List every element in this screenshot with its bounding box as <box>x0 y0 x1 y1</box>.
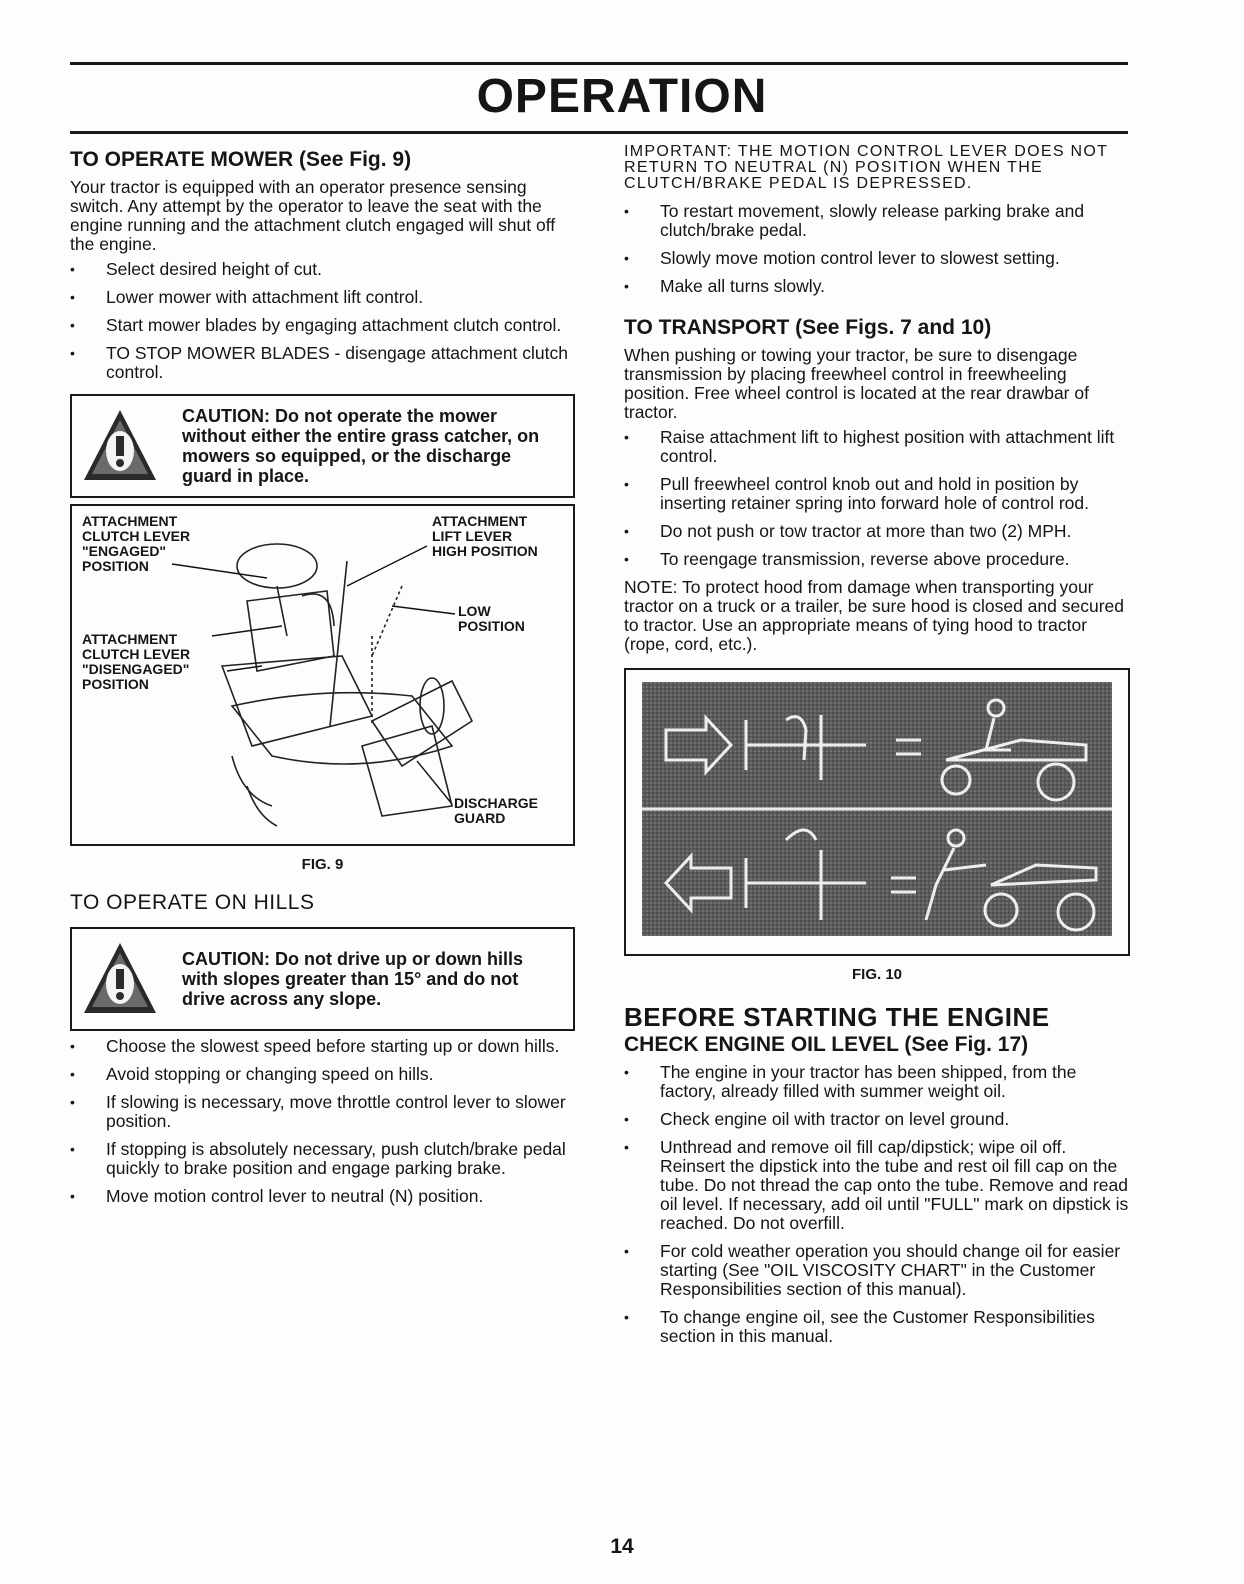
mower-intro: Your tractor is equipped with an operator presence sensing switch. Any attempt by the operator to leave the seat with the engine running and the attachment clutch engaged will shut off the engine. <box>70 177 556 254</box>
mower-caution-text: CAUTION: Do not operate the mower without either the entire grass catcher, on mowers so equipped, or the discharge guard in place. <box>182 406 540 486</box>
list-item: • Lower mower with attachment lift control. <box>70 288 575 307</box>
transport-note: NOTE: To protect hood from damage when transporting your tractor on a truck or a trailer, be sure hood is closed and secured to tractor. Use an appropriate means of tying hood to tractor (rope, cord, etc.). <box>624 577 1124 654</box>
title-rule <box>70 131 1128 134</box>
list-item: • TO STOP MOWER BLADES - disengage attachment clutch control. <box>70 344 575 382</box>
hills-bullets <box>70 1037 575 1206</box>
fig9-caption: FIG. 9 <box>301 856 344 873</box>
fig10-caption: FIG. 10 <box>851 966 903 983</box>
transport-intro: When pushing or towing your tractor, be sure to disengage transmission by placing freewheel control in freewheeling position. Free wheel control is located at the rear drawbar of tractor. <box>624 345 1089 422</box>
label-clutch-disengaged: ATTACHMENT CLUTCH LEVER "DISENGAGED" POSITION <box>82 631 191 692</box>
oil-level-subheading: CHECK ENGINE OIL LEVEL (See Fig. 17) <box>624 1033 1029 1056</box>
list-item: • Start mower blades by engaging attachment clutch control. <box>70 316 575 335</box>
page-title: OPERATION <box>476 70 768 123</box>
list-item: • Do not push or tow tractor at more than two (2) MPH. <box>624 522 1130 541</box>
important-notice: IMPORTANT: THE MOTION CONTROL LEVER DOES NOT RETURN TO NEUTRAL (N) POSITION WHEN THE CLUTCH/BRAKE PEDAL IS DEPRESSED. <box>624 143 1108 192</box>
label-low-position: LOW POSITION <box>458 603 525 634</box>
figure-9 <box>70 504 575 846</box>
warning-triangle-icon <box>80 939 160 1019</box>
list-item: • Slowly move motion control lever to slowest setting. <box>624 249 1130 268</box>
top-rule <box>70 62 1128 65</box>
list-item: • Avoid stopping or changing speed on hills. <box>70 1065 575 1084</box>
list-item: • To restart movement, slowly release parking brake and clutch/brake pedal. <box>624 202 1130 240</box>
hills-caution-text: CAUTION: Do not drive up or down hills with slopes greater than 15° and do not drive across any slope. <box>182 949 523 1009</box>
list-item: • If slowing is necessary, move throttle control lever to slower position. <box>70 1093 575 1131</box>
list-item: • The engine in your tractor has been shipped, from the factory, already filled with summer weight oil. <box>624 1063 1130 1101</box>
figure-10 <box>624 668 1130 956</box>
hills-caution-box <box>70 927 575 1031</box>
transport-bullets <box>624 428 1130 569</box>
list-item: • Pull freewheel control knob out and hold in position by inserting retainer spring into forward hole of control rod. <box>624 475 1130 513</box>
list-item: • For cold weather operation you should change oil for easier starting (See "OIL VISCOSITY CHART" in the Customer Responsibilities section of this manual). <box>624 1242 1130 1299</box>
list-item: • If stopping is absolutely necessary, push clutch/brake pedal quickly to brake position and engage parking brake. <box>70 1140 575 1178</box>
list-item: • Make all turns slowly. <box>624 277 1130 296</box>
right-column <box>624 140 1130 1355</box>
transport-heading: TO TRANSPORT (See Figs. 7 and 10) <box>624 316 992 339</box>
list-item: • Unthread and remove oil fill cap/dipstick; wipe oil off. Reinsert the dipstick into the tube and rest oil fill cap on the tube. Do not thread the cap onto the tube. Remove and read oil level. If necessary, add oil until "FULL" mark on dipstick is reached. Do not overfill. <box>624 1138 1130 1233</box>
label-lift-high: ATTACHMENT LIFT LEVER HIGH POSITION <box>432 513 538 559</box>
engine-bullets <box>624 1063 1130 1346</box>
freewheel-diagram <box>626 670 1128 950</box>
list-item: • To change engine oil, see the Customer Responsibilities section in this manual. <box>624 1308 1130 1346</box>
label-clutch-engaged: ATTACHMENT CLUTCH LEVER "ENGAGED" POSITION <box>82 513 191 574</box>
important-bullets <box>624 202 1130 296</box>
label-discharge-guard: DISCHARGE GUARD <box>454 795 539 826</box>
list-item: • Move motion control lever to neutral (N) position. <box>70 1187 575 1206</box>
mower-bullets <box>70 260 575 382</box>
left-column <box>70 140 575 1215</box>
list-item: • Choose the slowest speed before starting up or down hills. <box>70 1037 575 1056</box>
mower-caution-box <box>70 394 575 498</box>
page-number: 14 <box>610 1535 634 1558</box>
mower-heading: TO OPERATE MOWER (See Fig. 9) <box>70 148 412 171</box>
list-item: • Raise attachment lift to highest position with attachment lift control. <box>624 428 1130 466</box>
warning-triangle-icon <box>80 406 160 486</box>
hills-heading: TO OPERATE ON HILLS <box>70 891 315 914</box>
list-item: • Check engine oil with tractor on level ground. <box>624 1110 1130 1129</box>
list-item: • To reengage transmission, reverse above procedure. <box>624 550 1130 569</box>
list-item: • Select desired height of cut. <box>70 260 575 279</box>
engine-heading: BEFORE STARTING THE ENGINE <box>624 1002 1050 1032</box>
